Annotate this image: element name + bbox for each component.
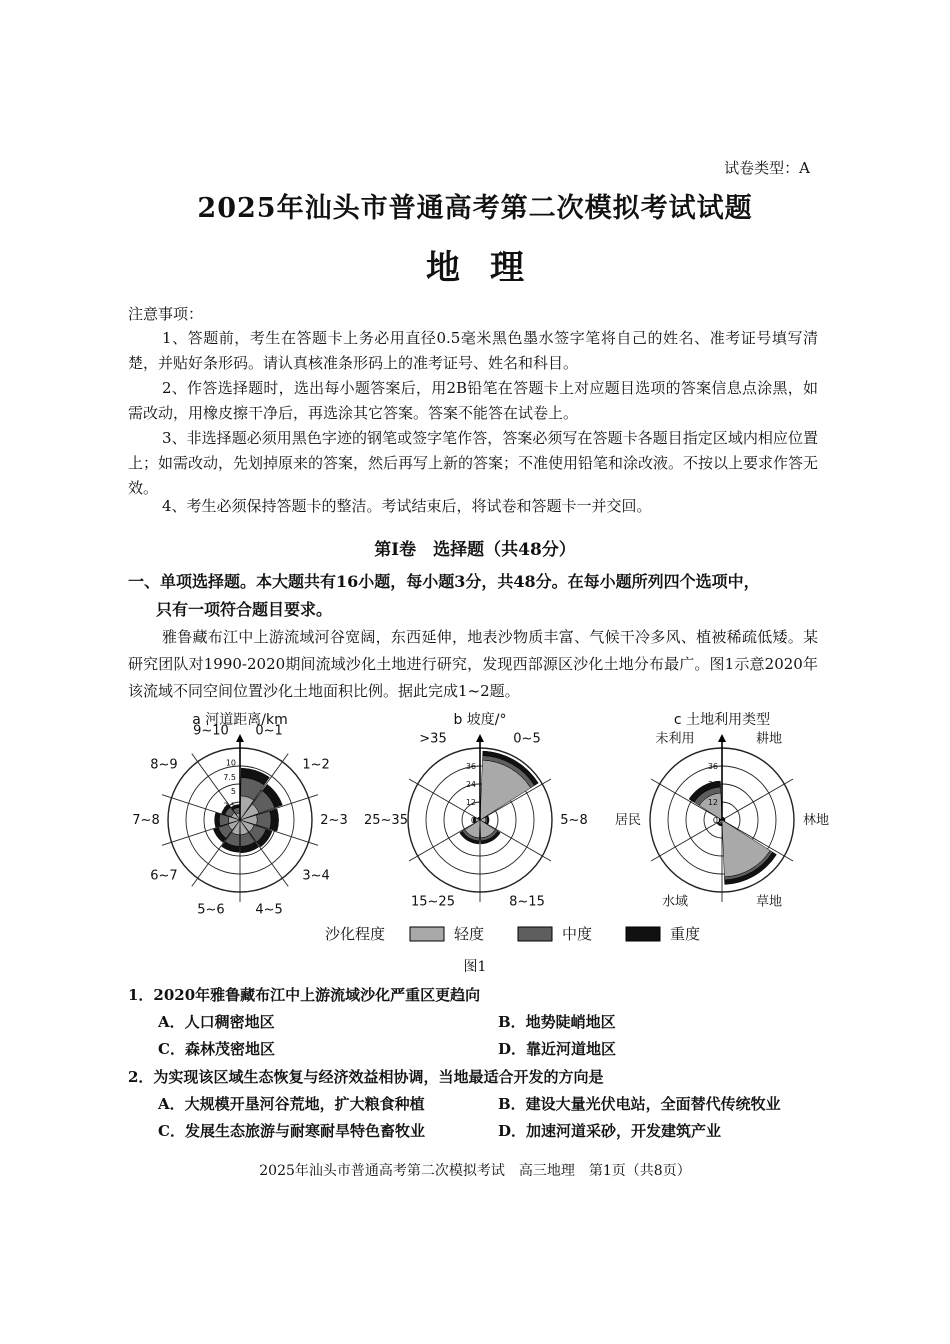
chart-1-category-label: 8~15 (509, 894, 545, 910)
chart-0-category-label: 9~10 (193, 723, 229, 739)
chart-0-axis-arrow (236, 734, 244, 742)
notice-item-1: 1、答题前，考生在答题卡上务必用直径0.5毫米黑色墨水签字笔将自己的姓名、准考证号填写清楚，并贴好条形码。请认真核准条形码上的准考证号、姓名和科目。 (128, 329, 818, 372)
chart-0-tick-label: 10 (225, 758, 236, 768)
chart-1-category-label: 0~5 (513, 731, 541, 747)
chart-1-tick-label: 24 (465, 780, 476, 789)
chart-1-category-label: >35 (419, 731, 447, 747)
chart-0-tick-label: 5 (230, 787, 236, 797)
figure-1-polar-charts (120, 700, 830, 950)
notice-item-3: 3、非选择题必须用黑色字迹的钢笔或签字笔作答，答案必须写在答题卡各题目指定区域内相应位置上；如需改动，先划掉原来的答案，然后再写上新的答案；不准使用铅笔和涂改液。不按以上要求作答无效。 (128, 429, 819, 497)
question-1-stem: 1．2020年雅鲁藏布江中上游流域沙化严重区更趋向 (128, 986, 481, 1004)
part-heading-line-1: 一、单项选择题。本大题共有16小题，每小题3分，共48分。在每小题所列四个选项中， (128, 572, 760, 591)
chart-1-category-label: 25~35 (364, 813, 408, 828)
section-title: 第I卷 选择题（共48分） (374, 540, 576, 560)
chart-0-title: a 河道距离/km (192, 712, 288, 728)
chart-2-category-label: 居民 (614, 813, 642, 828)
page-footer: 2025年汕头市普通高考第二次模拟考试 高三地理 第1页（共8页） (259, 1163, 691, 1179)
chart-2-category-label: 未利用 (655, 731, 695, 747)
question-2-option-a: A．大规模开垦河谷荒地，扩大粮食种植 (158, 1095, 425, 1113)
legend-medium-swatch (518, 927, 552, 941)
chart-0-category-label: 6~7 (150, 868, 178, 884)
subject-title: 地理 (426, 248, 554, 288)
question-2-stem: 2．为实现该区域生态恢复与经济效益相协调，当地最适合开发的方向是 (128, 1068, 604, 1086)
chart-1-category-label: 5~8 (560, 813, 588, 828)
chart-1-category-label: 15~25 (411, 894, 455, 910)
chart-1-tick-label: 0 (470, 816, 476, 825)
chart-0-tick-label: 2.5 (223, 801, 236, 811)
legend-heavy-label: 重度 (670, 925, 701, 943)
part-heading (128, 568, 818, 624)
question-1-option-b: B．地势陡峭地区 (498, 1013, 616, 1031)
question-1-option-a: A．人口稠密地区 (158, 1013, 275, 1031)
chart-1-axis-arrow (476, 734, 484, 742)
chart-2-category-label: 草地 (755, 894, 783, 910)
notice-item-2: 2、作答选择题时，选出每小题答案后，用2B铅笔在答题卡上对应题目选项的答案信息点涂黑，如需改动，用橡皮擦干净后，再选涂其它答案。答案不能答在试卷上。 (128, 379, 818, 422)
figure-caption: 图1 (463, 959, 487, 975)
chart-2-bar (719, 819, 720, 822)
chart-0-category-label: 1~2 (302, 757, 330, 773)
chart-0-bar (270, 809, 279, 831)
chart-2-tick-label: 12 (707, 798, 718, 807)
legend-heavy-swatch (626, 927, 660, 941)
legend-title: 沙化程度 (324, 925, 386, 943)
chart-0-category-label: 3~4 (302, 868, 330, 884)
chart-0-bar (215, 813, 220, 827)
question-1-option-c: C．森林茂密地区 (158, 1040, 275, 1058)
chart-2-bar (724, 819, 725, 822)
chart-1-tick-label: 12 (465, 798, 476, 807)
question-2-option-d: D．加速河道采砂，开发建筑产业 (498, 1122, 722, 1140)
paper-type-label: 试卷类型：A (724, 159, 810, 177)
chart-2-tick-label: 0 (712, 816, 718, 825)
question-2-option-c: C．发展生态旅游与耐寒耐旱特色畜牧业 (158, 1122, 425, 1140)
chart-2-category-label: 水域 (661, 894, 689, 910)
part-heading-line-2: 只有一项符合题目要求。 (156, 600, 333, 619)
chart-1-title: b 坡度/° (453, 712, 507, 728)
chart-0-tick-label: 7.5 (223, 772, 236, 782)
chart-0-category-label: 8~9 (150, 757, 178, 773)
chart-1-tick-label: 36 (465, 762, 476, 771)
chart-0-category-label: 0~1 (255, 723, 283, 739)
chart-0-category-label: 4~5 (255, 902, 283, 918)
chart-2-title: c 土地利用类型 (673, 712, 771, 728)
question-1-option-d: D．靠近河道地区 (498, 1040, 617, 1058)
legend-light-swatch (410, 927, 444, 941)
legend-medium-label: 中度 (562, 925, 593, 943)
notice-item-4: 4、考生必须保持答题卡的整洁。考试结束后，将试卷和答题卡一并交回。 (162, 497, 652, 515)
chart-2-category-label: 耕地 (755, 731, 783, 747)
chart-0-category-label: 7~8 (132, 813, 160, 828)
exam-title: 2025年汕头市普通高考第二次模拟考试试题 (197, 193, 753, 224)
chart-2-tick-label: 24 (707, 780, 718, 789)
legend-light-label: 轻度 (454, 925, 485, 943)
chart-2-axis-arrow (718, 734, 726, 742)
chart-2-tick-label: 36 (707, 762, 718, 771)
chart-0-category-label: 5~6 (197, 902, 225, 918)
chart-2-category-label: 林地 (802, 813, 830, 828)
question-2-option-b: B．建设大量光伏电站，全面替代传统牧业 (498, 1095, 781, 1113)
chart-0-category-label: 2~3 (320, 813, 348, 828)
notice-heading: 注意事项： (128, 305, 204, 323)
material-intro: 雅鲁藏布江中上游流域河谷宽阔，东西延伸，地表沙物质丰富、气候干冷多风、植被稀疏低矮。某研究团队对1990-2020期间流域沙化土地进行研究，发现西部源区沙化土地分布最广。图1示意2020年该流域不同空间位置沙化土地面积比例。据此完成1~2题。 (128, 628, 818, 700)
